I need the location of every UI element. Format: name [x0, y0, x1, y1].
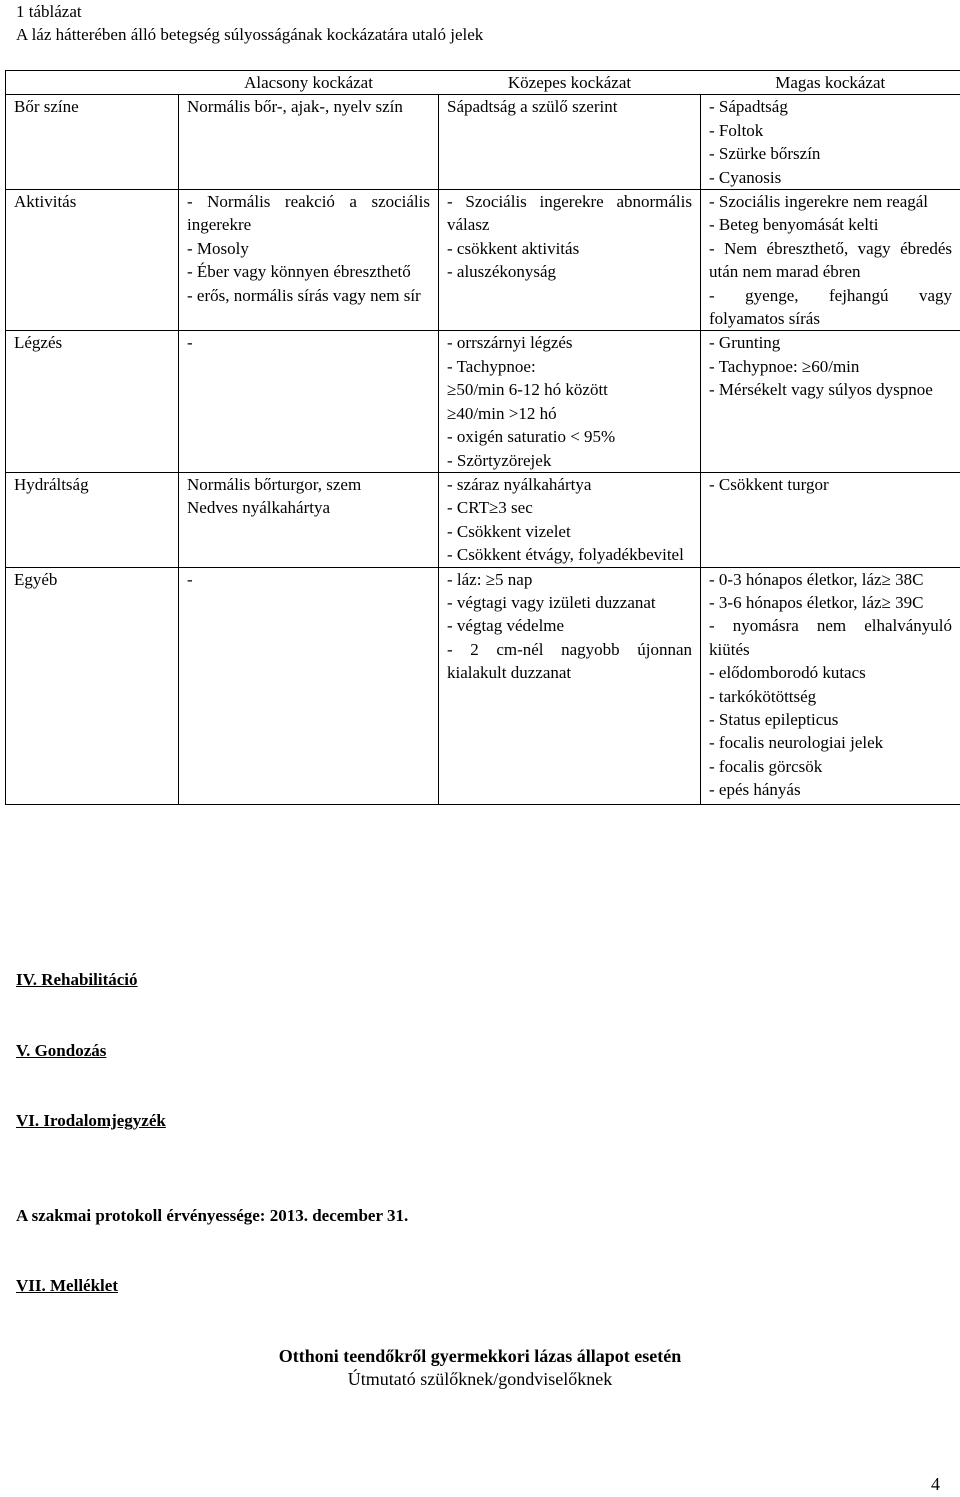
cell-text: - epés hányás	[709, 780, 801, 800]
cell-text: - Éber vagy könnyen ébreszthető	[187, 262, 411, 282]
row-label: Aktivitás	[6, 190, 179, 331]
cell-text: - Grunting	[709, 333, 781, 353]
header-high-risk: Magas kockázat	[701, 71, 960, 95]
low-risk-cell	[179, 95, 439, 190]
cell-text: - Sápadtság	[709, 97, 788, 117]
high-risk-cell	[701, 95, 960, 190]
cell-text: - elődomborodó kutacs	[709, 663, 866, 683]
cell-text: - 0-3 hónapos életkor, láz≥ 38C	[709, 569, 924, 589]
high-risk-cell	[701, 472, 960, 567]
cell-text: - 3-6 hónapos életkor, láz≥ 39C	[709, 592, 924, 612]
low-risk-cell	[179, 190, 439, 331]
cell-text: Normális bőr-, ajak-, nyelv szín	[187, 97, 403, 117]
cell-text: - láz: ≥5 nap	[447, 569, 533, 589]
section-heading-literature: VI. Irodalomjegyzék	[16, 1111, 166, 1130]
cell-text: - Cyanosis	[709, 167, 782, 187]
table-caption	[16, 0, 483, 46]
cell-text: - Csökkent étvágy, folyadékbevitel	[447, 545, 684, 565]
mid-risk-cell	[439, 95, 701, 190]
protocol-validity: A szakmai protokoll érvényessége: 2013. december 31.	[16, 1206, 409, 1225]
cell-text: Normális bőrturgor, szem	[187, 474, 362, 494]
cell-text: - Tachypnoe:	[447, 356, 536, 376]
header-mid-risk: Közepes kockázat	[439, 71, 701, 95]
cell-text: - Csökkent turgor	[709, 474, 829, 494]
annex-subtitle: Útmutató szülőknek/gondviselőknek	[347, 1369, 613, 1389]
cell-text: ≥50/min 6-12 hó között	[447, 380, 608, 400]
section-heading-care: V. Gondozás	[16, 1041, 107, 1060]
table-row	[6, 331, 960, 472]
cell-text: ≥40/min >12 hó	[447, 403, 557, 423]
cell-text: - focalis neurologiai jelek	[709, 733, 884, 753]
table-header-row	[6, 71, 960, 95]
cell-text: - erős, normális sírás vagy nem sír	[187, 285, 421, 305]
table-title: A láz hátterében álló betegség súlyosságának kockázatára utaló jelek	[16, 25, 484, 44]
mid-risk-cell	[439, 331, 701, 472]
cell-text: - végtag védelme	[447, 616, 565, 636]
row-label: Egyéb	[6, 567, 179, 804]
cell-text: - Nem ébreszthető, vagy ébredés után nem marad ébren	[709, 238, 952, 282]
low-risk-cell	[179, 331, 439, 472]
row-label: Légzés	[6, 331, 179, 472]
cell-text: - CRT≥3 sec	[447, 498, 533, 518]
high-risk-cell	[701, 567, 960, 804]
cell-text: - Mérsékelt vagy súlyos dyspnoe	[709, 380, 933, 400]
table-row	[6, 95, 960, 190]
cell-text: - aluszékonyság	[447, 262, 557, 282]
cell-text: - Normális reakció a szociális ingerekre	[187, 192, 430, 235]
cell-text: Nedves nyálkahártya	[187, 498, 331, 518]
table-number: 1 táblázat	[16, 2, 82, 21]
header-low-risk: Alacsony kockázat	[179, 71, 439, 95]
annex-title: Otthoni teendőkről gyermekkori lázas állapot esetén	[278, 1346, 682, 1366]
mid-risk-cell	[439, 567, 701, 804]
cell-text: - tarkókötöttség	[709, 686, 817, 706]
cell-text: - Mosoly	[187, 238, 249, 258]
low-risk-cell	[179, 567, 439, 804]
cell-text: - Szociális ingerekre nem reagál	[709, 192, 929, 212]
low-risk-cell	[179, 472, 439, 567]
cell-text: - Tachypnoe: ≥60/min	[709, 356, 860, 376]
table-row	[6, 567, 960, 804]
cell-text: - Szürke bőrszín	[709, 144, 821, 164]
cell-text: - Beteg benyomását kelti	[709, 215, 879, 235]
cell-text: - nyomásra nem elhalványuló kiütés	[709, 616, 952, 659]
header-empty	[6, 71, 179, 95]
cell-text: Sápadtság a szülő szerint	[447, 97, 618, 117]
cell-text: - Szörtyzörejek	[447, 450, 552, 470]
cell-text: - száraz nyálkahártya	[447, 474, 592, 494]
cell-text: - gyenge, fejhangú vagy folyamatos sírás	[709, 285, 952, 329]
table-row	[6, 472, 960, 567]
table-row	[6, 190, 960, 331]
row-label: Bőr színe	[6, 95, 179, 190]
mid-risk-cell	[439, 472, 701, 567]
cell-text: -	[187, 333, 193, 353]
high-risk-cell	[701, 190, 960, 331]
cell-text: - Status epilepticus	[709, 709, 839, 729]
section-heading-rehab: IV. Rehabilitáció	[16, 970, 138, 989]
page-number: 4	[931, 1474, 940, 1494]
cell-text: - 2 cm-nél nagyobb újonnan kialakult duzzanat	[447, 639, 692, 683]
cell-text: - Csökkent vizelet	[447, 521, 571, 541]
cell-text: - Foltok	[709, 120, 764, 140]
cell-text: - végtagi vagy izületi duzzanat	[447, 592, 656, 612]
cell-text: - Szociális ingerekre abnormális válasz	[447, 192, 692, 235]
risk-table	[5, 70, 960, 805]
cell-text: -	[187, 569, 193, 589]
row-label: Hydráltság	[6, 472, 179, 567]
section-heading-annex: VII. Melléklet	[16, 1276, 118, 1295]
cell-text: - csökkent aktivitás	[447, 238, 580, 258]
cell-text: - orrszárnyi légzés	[447, 333, 573, 353]
cell-text: - oxigén saturatio < 95%	[447, 427, 616, 447]
high-risk-cell	[701, 331, 960, 472]
mid-risk-cell	[439, 190, 701, 331]
cell-text: - focalis görcsök	[709, 756, 823, 776]
